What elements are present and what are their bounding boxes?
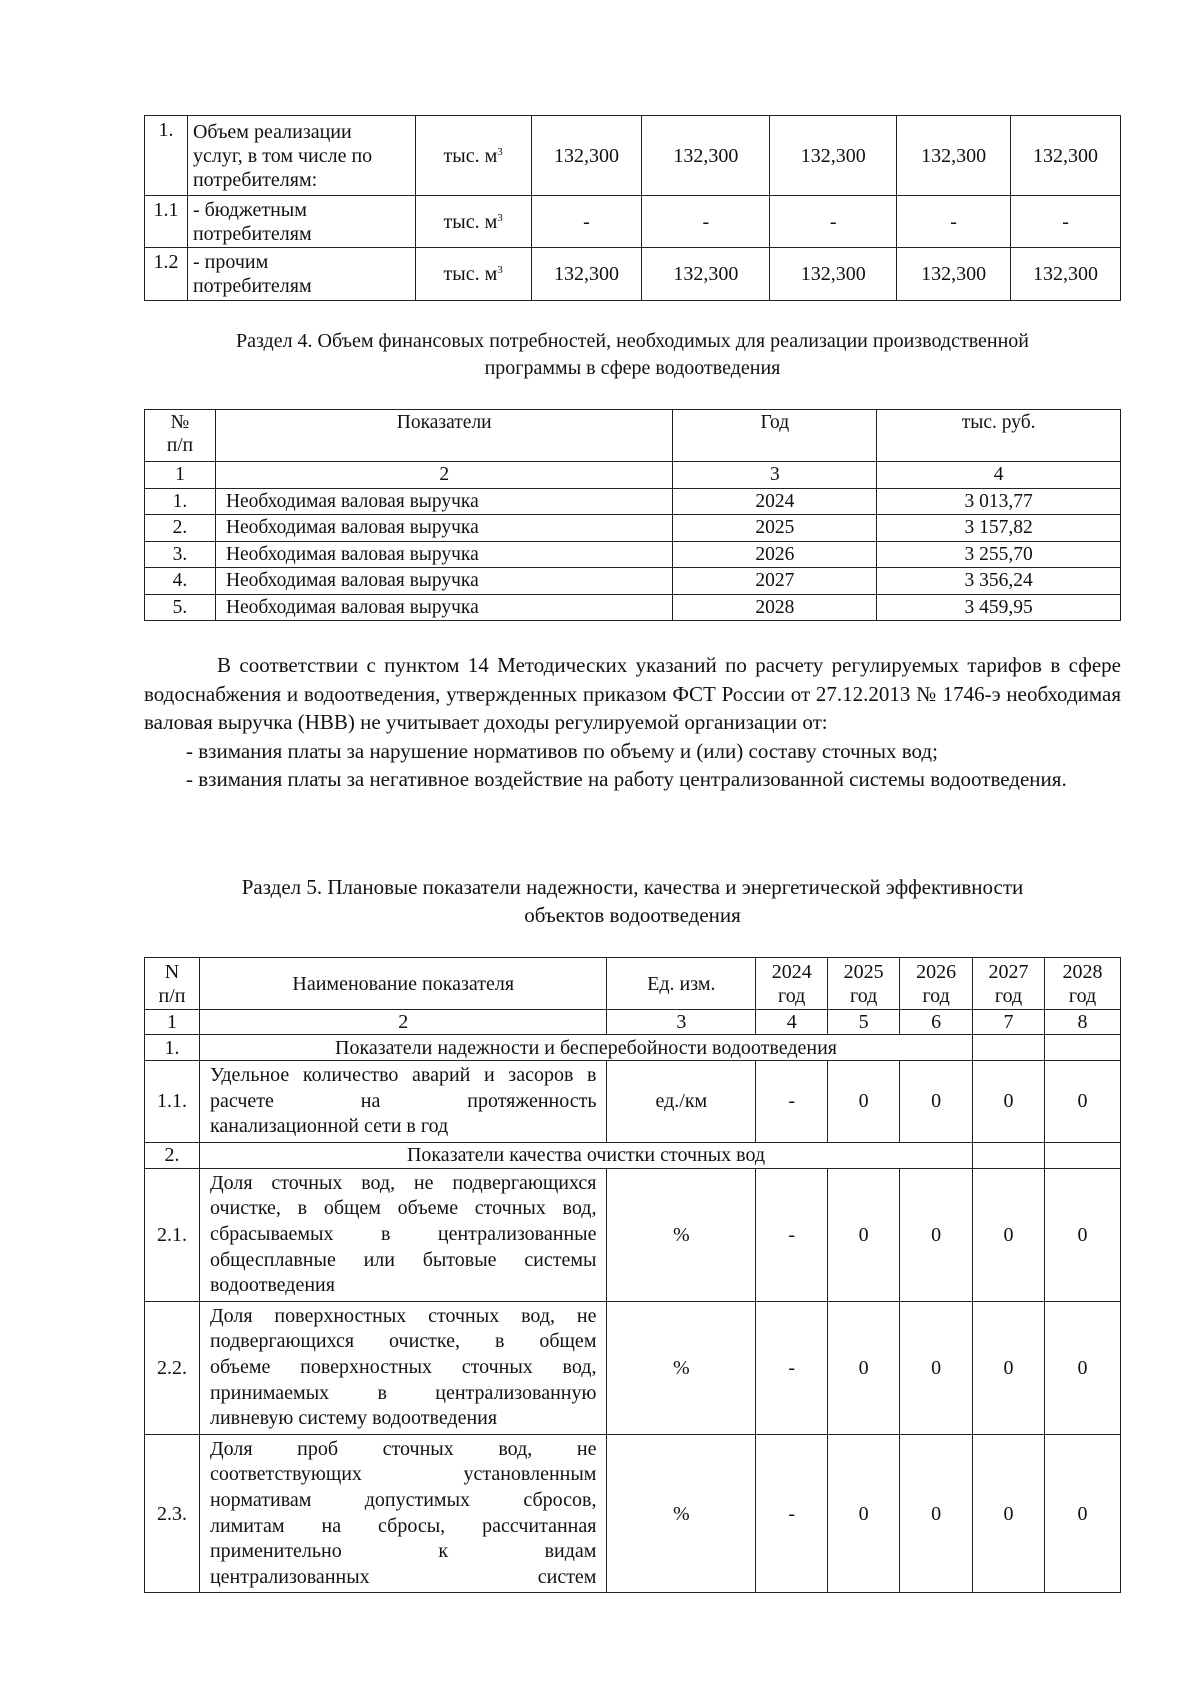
section5-title-line: Раздел 5. Плановые показатели надежности, качества и энергетической эффективности xyxy=(241,875,1024,899)
row-year: 2027 xyxy=(673,568,877,595)
header-year-value: 2026 xyxy=(916,960,957,983)
row-amount: 3 013,77 xyxy=(877,488,1121,515)
value-cell: - xyxy=(642,196,770,248)
empty-cell xyxy=(1045,1142,1121,1168)
row-name-line: - бюджетным xyxy=(192,198,307,221)
group-number: 2. xyxy=(145,1142,200,1168)
row-value: 0 xyxy=(973,1061,1045,1143)
value-cell: 132,300 xyxy=(531,248,642,301)
row-number: 4. xyxy=(145,568,216,595)
value-cell: - xyxy=(531,196,642,248)
column-number: 3 xyxy=(607,1010,756,1035)
row-number: 1. xyxy=(145,488,216,515)
row-value: 0 xyxy=(828,1061,900,1143)
unit-sup: 3 xyxy=(497,211,503,224)
row-number: 2.3. xyxy=(145,1434,200,1593)
row-amount: 3 157,82 xyxy=(877,515,1121,542)
row-name xyxy=(187,116,415,196)
header-year-value: 2024 xyxy=(771,960,812,983)
row-name-line: соответствующих установленным xyxy=(209,1463,597,1486)
table-row xyxy=(145,488,1121,515)
row-number: 2. xyxy=(145,515,216,542)
row-name xyxy=(199,1168,607,1301)
section4-title-line: Раздел 4. Объем финансовых потребностей, необходимых для реализации производственной xyxy=(235,330,1030,352)
table-row xyxy=(145,1434,1121,1593)
row-value: 0 xyxy=(828,1301,900,1434)
financial-needs-table xyxy=(144,409,1121,621)
row-name-line: Удельное количество аварий и засоров в xyxy=(209,1064,597,1086)
row-value: 0 xyxy=(900,1434,973,1593)
unit-sup: 3 xyxy=(497,264,503,276)
table-row xyxy=(145,1301,1121,1434)
header-year xyxy=(828,958,900,1010)
row-value: 0 xyxy=(1045,1061,1121,1143)
column-number: 5 xyxy=(828,1010,900,1035)
row-value: 0 xyxy=(973,1168,1045,1301)
row-name: Необходимая валовая выручка xyxy=(215,594,673,621)
row-name-line: потребителям xyxy=(192,222,312,245)
row-number: 2.2. xyxy=(145,1301,200,1434)
column-number: 4 xyxy=(756,1010,828,1035)
table-header-row xyxy=(145,410,1121,462)
group-number: 1. xyxy=(145,1035,200,1061)
row-name-line: Доля поверхностных сточных вод, не xyxy=(209,1304,597,1327)
table-row xyxy=(145,196,1121,248)
row-number: 2.1. xyxy=(145,1168,200,1301)
column-number: 3 xyxy=(673,462,877,489)
header-unit: Ед. изм. xyxy=(607,958,756,1010)
row-name-line: принимаемых в централизованную xyxy=(209,1381,597,1404)
unit-sup: 3 xyxy=(497,145,503,158)
row-name-line: централизованных систем xyxy=(209,1565,597,1588)
header-year xyxy=(900,958,973,1010)
table-row xyxy=(145,515,1121,542)
column-number: 1 xyxy=(145,1010,200,1035)
row-name xyxy=(187,196,415,248)
row-name-line: общесплавные или бытовые системы xyxy=(209,1248,597,1271)
row-name: Необходимая валовая выручка xyxy=(215,488,673,515)
header-year-word: год xyxy=(778,984,806,1007)
table-row xyxy=(145,594,1121,621)
value-cell: 132,300 xyxy=(770,248,897,301)
row-name-line: лимитам на сбросы, рассчитанная xyxy=(209,1514,597,1537)
row-unit: % xyxy=(607,1168,756,1301)
header-year xyxy=(756,958,828,1010)
header-year: Год xyxy=(673,410,877,462)
header-amount: тыс. руб. xyxy=(877,410,1121,462)
row-name-line: подвергающихся очистке, в общем xyxy=(209,1330,597,1353)
row-amount: 3 459,95 xyxy=(877,594,1121,621)
unit-label: тыс. м xyxy=(443,144,498,167)
row-name-line: применительно к видам xyxy=(209,1540,597,1563)
row-value: 0 xyxy=(1045,1434,1121,1593)
row-year: 2025 xyxy=(673,515,877,542)
row-number: 1.2 xyxy=(145,248,188,301)
row-name-line: нормативам допустимых сбросов, xyxy=(209,1488,597,1511)
table-header-row xyxy=(145,958,1121,1010)
row-amount: 3 356,24 xyxy=(877,568,1121,595)
row-value: - xyxy=(756,1168,828,1301)
column-number: 8 xyxy=(1045,1010,1121,1035)
header-year-value: 2028 xyxy=(1062,960,1103,983)
row-name xyxy=(199,1061,607,1143)
header-num-line: п/п xyxy=(158,984,186,1007)
column-number: 6 xyxy=(900,1010,973,1035)
table-row xyxy=(145,248,1121,301)
header-year-value: 2025 xyxy=(843,960,884,983)
row-name-line: - прочим xyxy=(192,251,269,273)
row-number: 1.1. xyxy=(145,1061,200,1143)
column-number: 2 xyxy=(199,1010,607,1035)
header-num-line: № xyxy=(170,412,190,433)
empty-cell xyxy=(1045,1035,1121,1061)
row-value: 0 xyxy=(973,1434,1045,1593)
row-name: Необходимая валовая выручка xyxy=(215,515,673,542)
header-num xyxy=(145,958,200,1010)
empty-cell xyxy=(973,1142,1045,1168)
value-cell: 132,300 xyxy=(531,116,642,196)
value-cell: - xyxy=(1011,196,1121,248)
row-name-line: Объем реализации xyxy=(192,120,352,143)
row-number: 5. xyxy=(145,594,216,621)
row-value: 0 xyxy=(828,1168,900,1301)
row-value: 0 xyxy=(828,1434,900,1593)
table-row xyxy=(145,116,1121,196)
header-num-line: N xyxy=(164,960,180,983)
row-unit: ед./км xyxy=(607,1061,756,1143)
row-name-line: потребителям xyxy=(192,275,312,297)
row-name: Необходимая валовая выручка xyxy=(215,541,673,568)
table-row xyxy=(145,1061,1121,1143)
group-row xyxy=(145,1142,1121,1168)
row-unit: % xyxy=(607,1434,756,1593)
row-value: 0 xyxy=(900,1168,973,1301)
value-cell: 132,300 xyxy=(642,116,770,196)
row-name-line: Доля сточных вод, не подвергающихся xyxy=(209,1171,597,1194)
row-name xyxy=(187,248,415,301)
row-value: - xyxy=(756,1434,828,1593)
table-row xyxy=(145,1168,1121,1301)
row-year: 2028 xyxy=(673,594,877,621)
column-number: 1 xyxy=(145,462,216,489)
row-name-line: очистке, в общем объеме сточных вод, xyxy=(209,1197,597,1220)
header-year-word: год xyxy=(850,984,878,1007)
row-name-line: Доля проб сточных вод, не xyxy=(209,1437,597,1460)
unit-label: тыс. м xyxy=(443,263,498,285)
value-cell: 132,300 xyxy=(1011,248,1121,301)
volume-table xyxy=(144,115,1121,301)
section4-heading xyxy=(144,328,1121,382)
value-cell: - xyxy=(770,196,897,248)
row-number: 1. xyxy=(145,116,188,196)
row-unit: % xyxy=(607,1301,756,1434)
header-year xyxy=(1045,958,1121,1010)
paragraph-main: В соответствии с пунктом 14 Методических указаний по расчету регулируемых тарифов в сфере водоснабжения и водоотведения, утвержденных приказом ФСТ России от 27.12.2013 № 1746-э необходимая валовая выручка (НВВ) не учитывает доходы регулируемой организации от: xyxy=(144,653,1121,735)
row-year: 2026 xyxy=(673,541,877,568)
header-num-line: п/п xyxy=(166,435,194,457)
header-num xyxy=(145,410,216,462)
value-cell: 132,300 xyxy=(642,248,770,301)
value-cell: 132,300 xyxy=(1011,116,1121,196)
column-number: 2 xyxy=(215,462,673,489)
row-name-line: расчете на протяженность xyxy=(209,1089,597,1112)
row-name xyxy=(199,1434,607,1593)
row-name-line: услуг, в том числе по xyxy=(192,144,373,167)
paragraph-bullet: - взимания платы за нарушение нормативов по объему и (или) составу сточных вод; xyxy=(186,738,938,763)
header-year xyxy=(973,958,1045,1010)
row-name-line: объеме поверхностных сточных вод, xyxy=(209,1355,597,1378)
section5-title-line: объектов водоотведения xyxy=(524,903,741,928)
header-year-word: год xyxy=(1068,984,1097,1007)
value-cell: - xyxy=(897,196,1011,248)
column-number: 7 xyxy=(973,1010,1045,1035)
row-value: - xyxy=(756,1301,828,1434)
header-name: Наименование показателя xyxy=(199,958,607,1010)
value-cell: 132,300 xyxy=(897,248,1011,301)
group-title: Показатели надежности и бесперебойности водоотведения xyxy=(199,1035,972,1061)
row-value: 0 xyxy=(900,1301,973,1434)
group-row xyxy=(145,1035,1121,1061)
paragraph-bullet: - взимания платы за негативное воздействие на работу централизованной системы водоотведения. xyxy=(186,767,1067,792)
row-number: 3. xyxy=(145,541,216,568)
row-value: 0 xyxy=(1045,1168,1121,1301)
section5-heading xyxy=(144,873,1121,930)
row-name-line: сбрасываемых в централизованные xyxy=(209,1222,597,1245)
row-number: 1.1 xyxy=(145,196,188,248)
row-name-line: ливневую систему водоотведения xyxy=(209,1407,498,1430)
table-row xyxy=(145,541,1121,568)
value-cell: 132,300 xyxy=(897,116,1011,196)
row-amount: 3 255,70 xyxy=(877,541,1121,568)
row-value: 0 xyxy=(900,1061,973,1143)
row-value: 0 xyxy=(973,1301,1045,1434)
header-year-word: год xyxy=(994,984,1023,1007)
group-title: Показатели качества очистки сточных вод xyxy=(199,1142,972,1168)
empty-cell xyxy=(973,1035,1045,1061)
value-cell: 132,300 xyxy=(770,116,897,196)
unit-cell xyxy=(415,196,531,248)
header-indicator: Показатели xyxy=(215,410,673,462)
reliability-indicators-table xyxy=(144,957,1121,1593)
section4-title-line: программы в сфере водоотведения xyxy=(484,357,781,379)
header-year-word: год xyxy=(922,984,950,1007)
unit-label: тыс. м xyxy=(443,210,498,233)
column-number: 4 xyxy=(877,462,1121,489)
unit-cell xyxy=(415,248,531,301)
row-name-line: потребителям: xyxy=(192,168,318,191)
nvv-paragraph xyxy=(144,651,1121,794)
unit-cell xyxy=(415,116,531,196)
row-name: Необходимая валовая выручка xyxy=(215,568,673,595)
row-name-line: канализационной сети в год xyxy=(209,1115,449,1138)
row-value: - xyxy=(756,1061,828,1143)
row-name xyxy=(199,1301,607,1434)
header-year-value: 2027 xyxy=(988,960,1029,983)
column-number-row xyxy=(145,462,1121,489)
table-row xyxy=(145,568,1121,595)
row-name-line: водоотведения xyxy=(209,1274,335,1297)
row-value: 0 xyxy=(1045,1301,1121,1434)
row-year: 2024 xyxy=(673,488,877,515)
column-number-row xyxy=(145,1010,1121,1035)
